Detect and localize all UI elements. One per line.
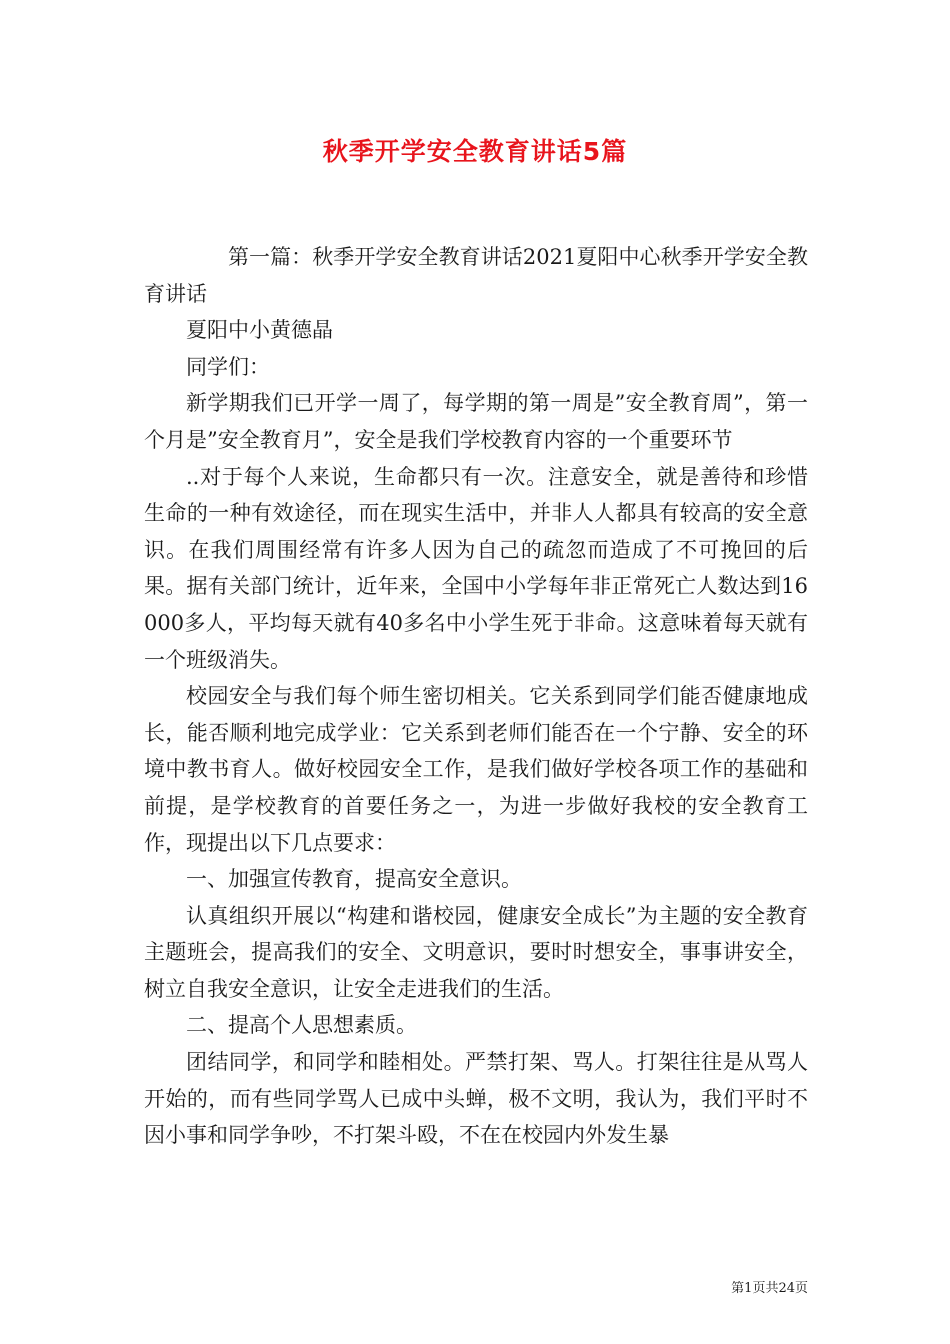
page-number: 第1页共24页 (731, 1281, 808, 1296)
paragraph: 团结同学，和同学和睦相处。严禁打架、骂人。打架往往是从骂人开始的，而有些同学骂人已成中头蝉，极不文明，我认为，我们平时不因小事和同学争吵，不打架斗殴，不在在校园内外发生暴 (144, 1050, 808, 1148)
paragraph: 认真组织开展以“构建和谐校园，健康安全成长”为主题的安全教育主题班会，提高我们的安全、文明意识，要时时想安全，事事讲安全，树立自我安全意识，让安全走进我们的生活。 (144, 903, 808, 1001)
paragraph: 校园安全与我们每个师生密切相关。它关系到同学们能否健康地成长，能否顺利地完成学业：它关系到老师们能否在一个宁静、安全的环境中教书育人。做好校园安全工作，是我们做好学校各项工作的基础和前提，是学校教育的首要任务之一，为进一步做好我校的安全教育工作，现提出以下几点要求： (144, 684, 808, 855)
paragraph-heading: 第一篇：秋季开学安全教育讲话2021夏阳中心秋季开学安全教育讲话 (144, 245, 808, 306)
paragraph: 新学期我们已开学一周了，每学期的第一周是”安全教育周”，第一个月是”安全教育月”，安全是我们学校教育内容的一个重要环节 (144, 391, 808, 452)
section-heading: 一、加强宣传教育，提高安全意识。 (186, 867, 522, 892)
paragraph-author: 夏阳中小黄德晶 (186, 318, 333, 343)
paragraph-salutation: 同学们： (186, 354, 270, 379)
paragraph: ..对于每个人来说，生命都只有一次。注意安全，就是善待和珍惜生命的一种有效途径，而在现实生活中，并非人人都具有较高的安全意识。在我们周围经常有许多人因为自己的疏忽而造成了不可挽回的后果。据有关部门统计，近年来，全国中小学每年非正常死亡人数达到16000多人，平均每天就有40多名中小学生死于非命。这意味着每天就有一个班级消失。 (144, 464, 808, 672)
section-heading: 二、提高个人思想素质。 (186, 1013, 417, 1038)
document-body (144, 239, 808, 1154)
document-title: 秋季开学安全教育讲话5篇 (322, 137, 628, 166)
